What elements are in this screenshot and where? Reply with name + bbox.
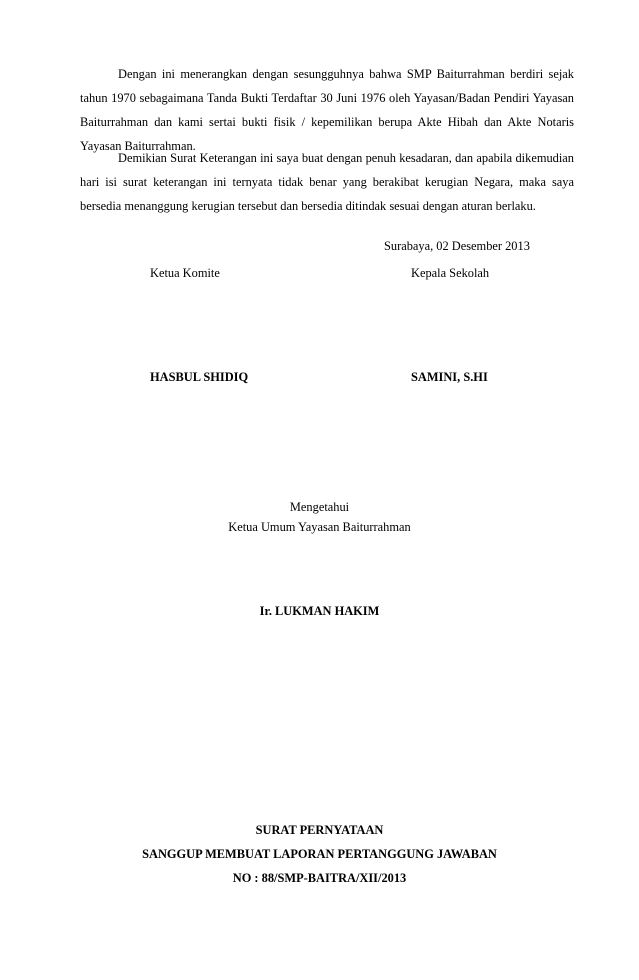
foundation-signer-name: Ir. LUKMAN HAKIM	[259, 604, 380, 618]
left-signer-name: HASBUL SHIDIQ	[150, 370, 249, 384]
place-date: Surabaya, 02 Desember 2013	[384, 239, 530, 253]
statement-subtitle: SANGGUP MEMBUAT LAPORAN PERTANGGUNG JAWABAN	[142, 847, 497, 861]
statement-title: SURAT PERNYATAAN	[255, 823, 384, 837]
statement-number: NO : 88/SMP-BAITRA/XII/2013	[232, 871, 407, 885]
statement-paragraph: Dengan ini menerangkan dengan sesungguhnya bahwa SMP Baiturrahman berdiri sejak tahun 1970 sebagaimana Tanda Bukti Terdaftar 30 Juni 1976 oleh Yayasan/Badan Pendiri Yayasan Baiturrahman dan kami sertai bukti fisik / kepemilikan berupa Akte Hibah dan Akte Notaris Yayasan Baiturrahman.	[80, 67, 574, 153]
left-signer-title: Ketua Komite	[150, 266, 220, 280]
right-signer-name: SAMINI, S.HI	[411, 370, 488, 384]
closing-paragraph: Demikian Surat Keterangan ini saya buat dengan penuh kesadaran, dan apabila dikemudian hari isi surat keterangan ini ternyata tidak benar yang berakibat kerugian Negara, maka saya bersedia menanggung kerugian tersebut dan bersedia ditindak sesuai dengan aturan berlaku.	[80, 151, 574, 213]
foundation-signer-title: Ketua Umum Yayasan Baiturrahman	[228, 520, 411, 534]
acknowledged-label: Mengetahui	[289, 500, 350, 514]
right-signer-title: Kepala Sekolah	[411, 266, 490, 280]
